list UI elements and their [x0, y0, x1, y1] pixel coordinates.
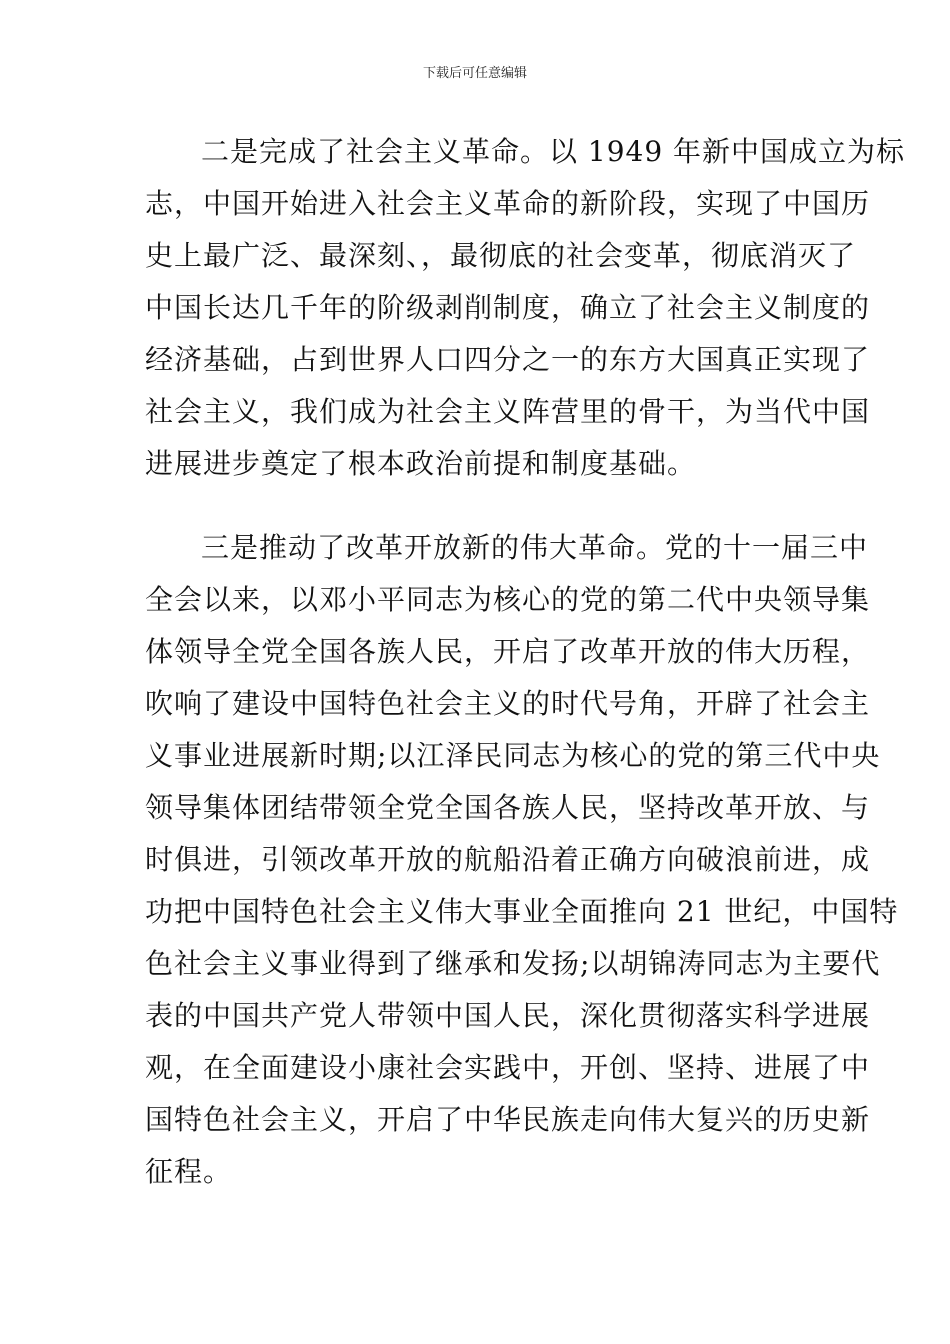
page-header: 下载后可任意编辑	[422, 66, 527, 81]
paragraph-line: 三是推动了改革开放新的伟大革命。党的十一届三中	[201, 531, 869, 564]
paragraph-line: 征程。	[145, 1155, 233, 1188]
paragraph-line: 色社会主义事业得到了继承和发扬;以胡锦涛同志为主要代	[145, 947, 881, 980]
paragraph-line: 国特色社会主义，开启了中华民族走向伟大复兴的历史新	[145, 1103, 871, 1136]
paragraph-line: 经济基础，占到世界人口四分之一的东方大国真正实现了	[145, 343, 871, 376]
paragraph-line: 进展进步奠定了根本政治前提和制度基础。	[145, 447, 697, 480]
paragraph-line: 领导集体团结带领全党全国各族人民，坚持改革开放、与	[145, 791, 871, 824]
paragraph-line: 体领导全党全国各族人民，开启了改革开放的伟大历程，	[145, 635, 871, 668]
paragraph-line: 观，在全面建设小康社会实践中，开创、坚持、进展了中	[145, 1051, 871, 1084]
paragraph-line: 功把中国特色社会主义伟大事业全面推向 21 世纪，中国特	[145, 895, 899, 928]
paragraph-line: 全会以来，以邓小平同志为核心的党的第二代中央领导集	[145, 583, 871, 616]
paragraph-line: 时俱进，引领改革开放的航船沿着正确方向破浪前进，成	[145, 843, 871, 876]
paragraph-line: 表的中国共产党人带领中国人民，深化贯彻落实科学进展	[145, 999, 871, 1032]
paragraph-line: 二是完成了社会主义革命。以 1949 年新中国成立为标	[201, 135, 906, 168]
paragraph-line: 志，中国开始进入社会主义革命的新阶段，实现了中国历	[145, 187, 871, 220]
paragraph-line: 吹响了建设中国特色社会主义的时代号角，开辟了社会主	[145, 687, 871, 720]
paragraph-line: 中国长达几千年的阶级剥削制度，确立了社会主义制度的	[145, 291, 871, 324]
paragraph-reform-opening	[145, 522, 899, 1198]
paragraph-socialist-revolution	[145, 126, 906, 490]
paragraph-line: 义事业进展新时期;以江泽民同志为核心的党的第三代中央	[145, 739, 881, 772]
paragraph-line: 社会主义，我们成为社会主义阵营里的骨干，为当代中国	[145, 395, 871, 428]
paragraph-line: 史上最广泛、最深刻、，最彻底的社会变革，彻底消灭了	[145, 239, 857, 272]
